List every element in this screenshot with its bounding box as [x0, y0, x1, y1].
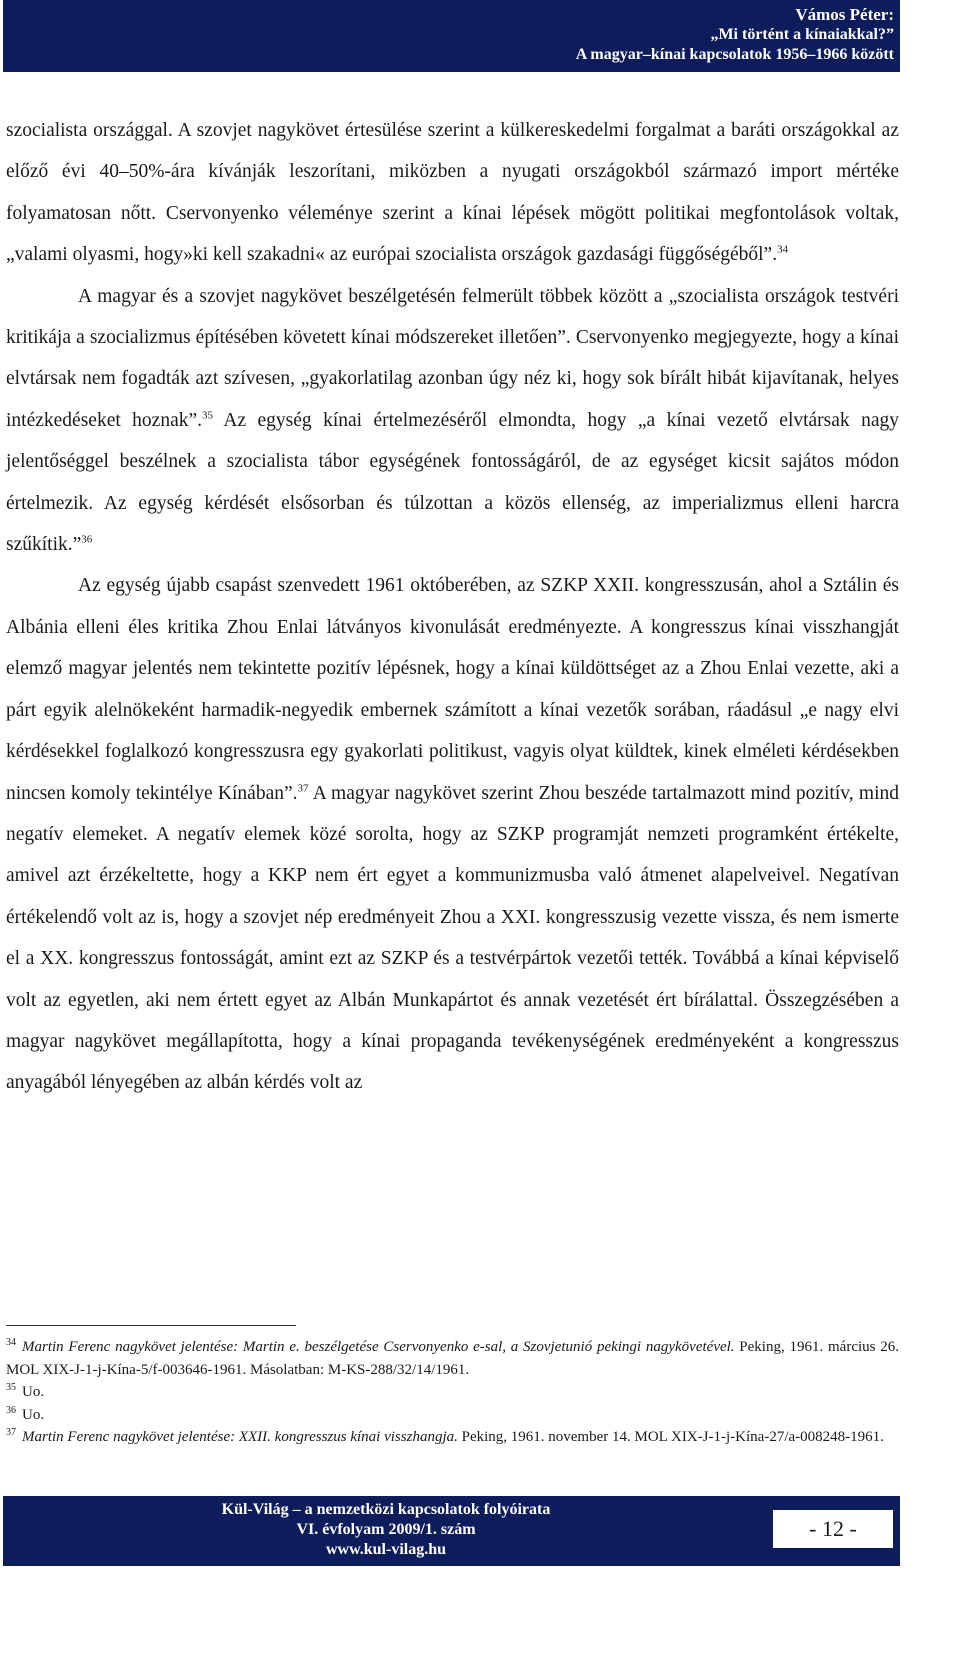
footnotes [6, 1336, 899, 1449]
page-number: - 12 - [773, 1510, 893, 1548]
header-subtitle: A magyar–kínai kapcsolatok 1956–1966 között [575, 46, 894, 63]
footnote-text: Uo. [22, 1384, 45, 1400]
article-body [6, 110, 899, 1104]
footnote-ref-35[interactable]: 35 [202, 409, 214, 422]
footnote-number: 35 [6, 1382, 16, 1393]
paragraph-3-text-b: A magyar nagykövet szerint Zhou beszéde tartalmazott mind pozitív, mind negatív elemeket. A negatív elemek közé sorolta, hogy az SZKP programját nemzeti programként értékelte, amivel azt érzékeltette, hogy a KKP nem ért egyet a kommunizmusba való átmenet alapelveivel. Negatívan értékelendő volt az is, hogy a szovjet nép eredményeit Zhou a XXI. kongresszusig vezette vissza, és nem ismerte el a XX. kongresszus fontosságát, amint ezt az SZKP és a testvérpártok vezetői tették. Továbbá a kínai képviselő volt az egyetlen, aki nem értett egyet az Albán Munkapártot és annak vezetését ért bírálattal. Összegzésében a magyar nagykövet megállapította, hogy a kínai propaganda tevékenységének eredményeként a kongresszus anyagából lényegében az albán kérdés volt az [6, 782, 899, 1094]
paragraph-1-text: szocialista országgal. A szovjet nagykövet értesülése szerint a külkereskedelmi forgalmat a baráti országokkal az előző évi 40–50%-ára kívánják leszorítani, miközben a nyugati országokból származó import mértéke folyamatosan nőtt. Cservonyenko véleménye szerint a kínai lépések mögött politikai megfontolások voltak, „valami olyasmi, hogy»ki kell szakadni« az európai szocialista országok gazdasági függőségéből”. [6, 120, 899, 266]
footer-url[interactable]: www.kul-vilag.hu [325, 1541, 447, 1558]
footnote-35 [6, 1381, 899, 1404]
footnote-source-title: Martin Ferenc nagykövet jelentése: XXII. kongresszus kínai visszhangja. [22, 1429, 458, 1445]
footnote-text: Uo. [22, 1406, 45, 1423]
footnote-37 [6, 1426, 899, 1449]
footnote-separator [6, 1325, 296, 1326]
paragraph-2-text-a: A magyar és a szovjet nagykövet beszélgetésén felmerült többek között a „szocialista országok testvéri kritikája a szocializmus építésében követett kínai módszereket illetően”. Cservonyenko megjegyezte, hogy a kínai elvtársak nem fogadták azt szívesen, „gyakorlatilag azonban úgy néz ki, hogy sok bírált hibát kijavítanak, helyes intézkedéseket hoznak”. [6, 285, 899, 431]
footer-journal-info [3, 1500, 769, 1560]
footer-issue: VI. évfolyam 2009/1. szám [296, 1521, 476, 1538]
paragraph-3 [6, 565, 899, 1103]
paragraph-2 [6, 276, 899, 566]
footnote-ref-37[interactable]: 37 [297, 782, 309, 794]
footnote-34 [6, 1336, 899, 1381]
footnote-ref-34[interactable]: 34 [777, 243, 789, 256]
paragraph-3-text-a: Az egység újabb csapást szenvedett 1961 októberében, az SZKP XXII. kongresszusán, ahol a Sztálin és Albánia elleni éles kritika Zhou Enlai látványos kivonulását eredményezte. A kongresszus kínai visszhangját elemző magyar jelentés nem tekintette pozitív lépésnek, hogy a kínai küldöttséget az a Zhou Enlai vezette, aki a párt egyik alelnökeként harmadik-negyedik embernek számított a kínai vezetők sorában, ráadásul „e nagy elvi kérdésekkel foglalkozó kongresszusra egy gyakorlati politikust, vagyis olyat küldtek, kinek elméleti kérdésekben nincsen komoly tekintélye Kínában”. [6, 575, 899, 804]
paragraph-1 [6, 110, 899, 276]
footnote-source-title: Martin Ferenc nagykövet jelentése: Martin e. beszélgetése Cservonyenko e-sal, a Szovjetunió pekingi nagykövetével. [22, 1339, 735, 1355]
footer-journal: Kül-Világ – a nemzetközi kapcsolatok folyóirata [221, 1501, 551, 1518]
footnote-ref-36[interactable]: 36 [81, 533, 93, 546]
running-header [3, 0, 900, 72]
footnote-number: 37 [6, 1427, 16, 1438]
running-footer [3, 1496, 900, 1566]
header-author: Vámos Péter: [795, 5, 894, 24]
footnote-number: 34 [6, 1337, 16, 1348]
footnote-number: 36 [6, 1404, 16, 1416]
header-title: „Mi történt a kínaiakkal?” [710, 26, 894, 43]
footnote-text: Peking, 1961. november 14. MOL XIX-J-1-j-Kína-27/a-008248-1961. [457, 1429, 884, 1445]
paragraph-2-text-b: Az egység kínai értelmezéséről elmondta, hogy „a kínai vezető elvtársak nagy jelentőséggel beszélnek a szocialista tábor egységének fontosságáról, de az egységet kicsit sajátos módon értelmezik. Az egység kérdését elsősorban és túlzottan a közös ellenség, az imperializmus elleni harcra szűkítik.” [6, 409, 899, 556]
footnote-36 [6, 1404, 899, 1427]
footnote-text: Peking, 1961. március 26. MOL XIX-J-1-j-Kína-5/f-003646-1961. Másolatban: M-KS-288/32/14/1961. [6, 1339, 899, 1378]
